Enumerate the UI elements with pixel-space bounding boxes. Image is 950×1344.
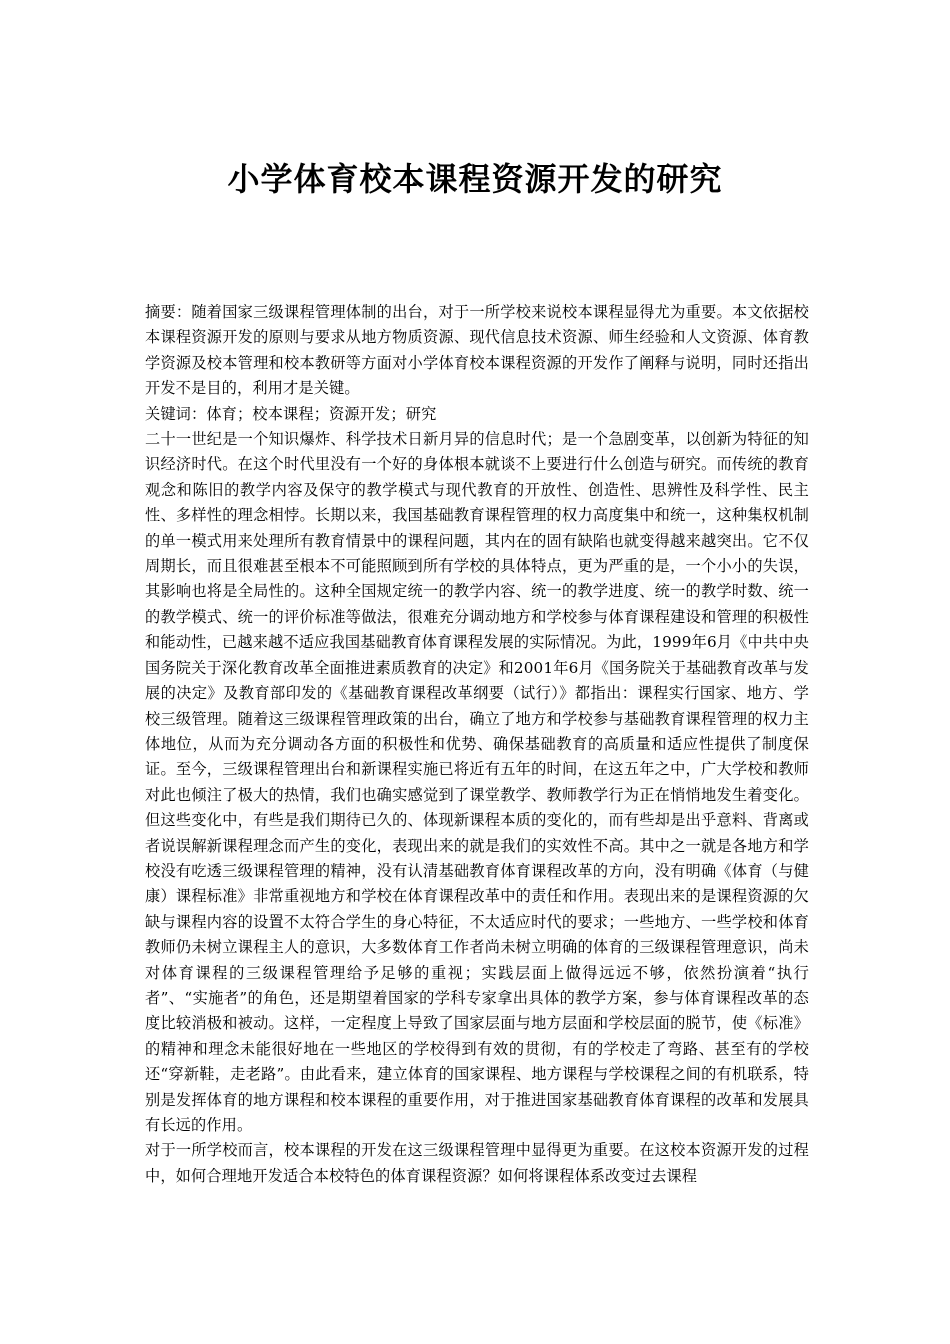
document-title: 小学体育校本课程资源开发的研究 [227, 160, 723, 198]
keywords-paragraph: 关键词：体育；校本课程；资源开发；研究 [145, 404, 437, 423]
abstract-paragraph: 摘要：随着国家三级课程管理体制的出台，对于一所学校来说校本课程显得尤为重要。本文依据校本课程资源开发的原则与要求从地方物质资源、现代信息技术资源、师生经验和人文资源、体育教学资源及校本管理和校本教研等方面对小学体育校本课程资源的开发作了阐释与说明，同时还指出开发不是目的，利用才是关键。 [145, 303, 809, 398]
body-paragraph-2: 对于一所学校而言，校本课程的开发在这三级课程管理中显得更为重要。在这校本资源开发的过程中，如何合理地开发适合本校特色的体育课程资源？如何将课程体系改变过去课程 [145, 1141, 809, 1185]
document-body [145, 300, 809, 1189]
body-paragraph-1: 二十一世纪是一个知识爆炸、科学技术日新月异的信息时代；是一个急剧变革，以创新为特征的知识经济时代。在这个时代里没有一个好的身体根本就谈不上要进行什么创造与研究。而传统的教育观念和陈旧的教学内容及保守的教学模式与现代教育的开放性、创造性、思辨性及科学性、民主性、多样性的理念相悖。长期以来，我国基础教育课程管理的权力高度集中和统一，这种集权机制的单一模式用来处理所有教育情景中的课程问题，其内在的固有缺陷也就变得越来越突出。它不仅周期长，而且很难甚至根本不可能照顾到所有学校的具体特点，更为严重的是，一个小小的失误，其影响也将是全局性的。这种全国规定统一的教学内容、统一的教学进度、统一的教学时数、统一的教学模式、统一的评价标准等做法，很难充分调动地方和学校参与体育课程建设和管理的积极性和能动性，已越来越不适应我国基础教育体育课程发展的实际情况。为此，1999年6月《中共中央国务院关于深化教育改革全面推进素质教育的决定》和2001年6月《国务院关于基础教育改革与发展的决定》及教育部印发的《基础教育课程改革纲要（试行）》都指出：课程实行国家、地方、学校三级管理。随着这三级课程管理政策的出台，确立了地方和学校参与基础教育课程管理的权力主体地位，从而为充分调动各方面的积极性和优势、确保基础教育的高质量和适应性提供了制度保证。至今，三级课程管理出台和新课程实施已将近有五年的时间，在这五年之中，广大学校和教师对此也倾注了极大的热情，我们也确实感觉到了课堂教学、教师教学行为正在悄悄地发生着变化。但这些变化中，有些是我们期待已久的、体现新课程本质的变化的，而有些却是出乎意料、背离或者说误解新课程理念而产生的变化，表现出来的就是我们的实效性不高。其中之一就是各地方和学校没有吃透三级课程管理的精神，没有认清基础教育体育课程改革的方向，没有明确《体育（与健康）课程标准》非常重视地方和学校在体育课程改革中的责任和作用。表现出来的是课程资源的欠缺与课程内容的设置不太符合学生的身心特征，不太适应时代的要求；一些地方、一些学校和体育教师仍未树立课程主人的意识，大多数体育工作者尚未树立明确的体育的三级课程管理意识，尚未对体育课程的三级课程管理给予足够的重视；实践层面上做得远远不够，依然扮演着“执行者”、“实施者”的角色，还是期望着国家的学科专家拿出具体的教学方案，参与体育课程改革的态度比较消极和被动。这样，一定程度上导致了国家层面与地方层面和学校层面的脱节，使《标准》的精神和理念未能很好地在一些地区的学校得到有效的贯彻，有的学校走了弯路、甚至有的学校还“穿新鞋，走老路”。由此看来，建立体育的国家课程、地方课程与学校课程之间的有机联系，特别是发挥体育的地方课程和校本课程的重要作用，对于推进国家基础教育体育课程的改革和发展具有长远的作用。 [145, 430, 809, 1134]
